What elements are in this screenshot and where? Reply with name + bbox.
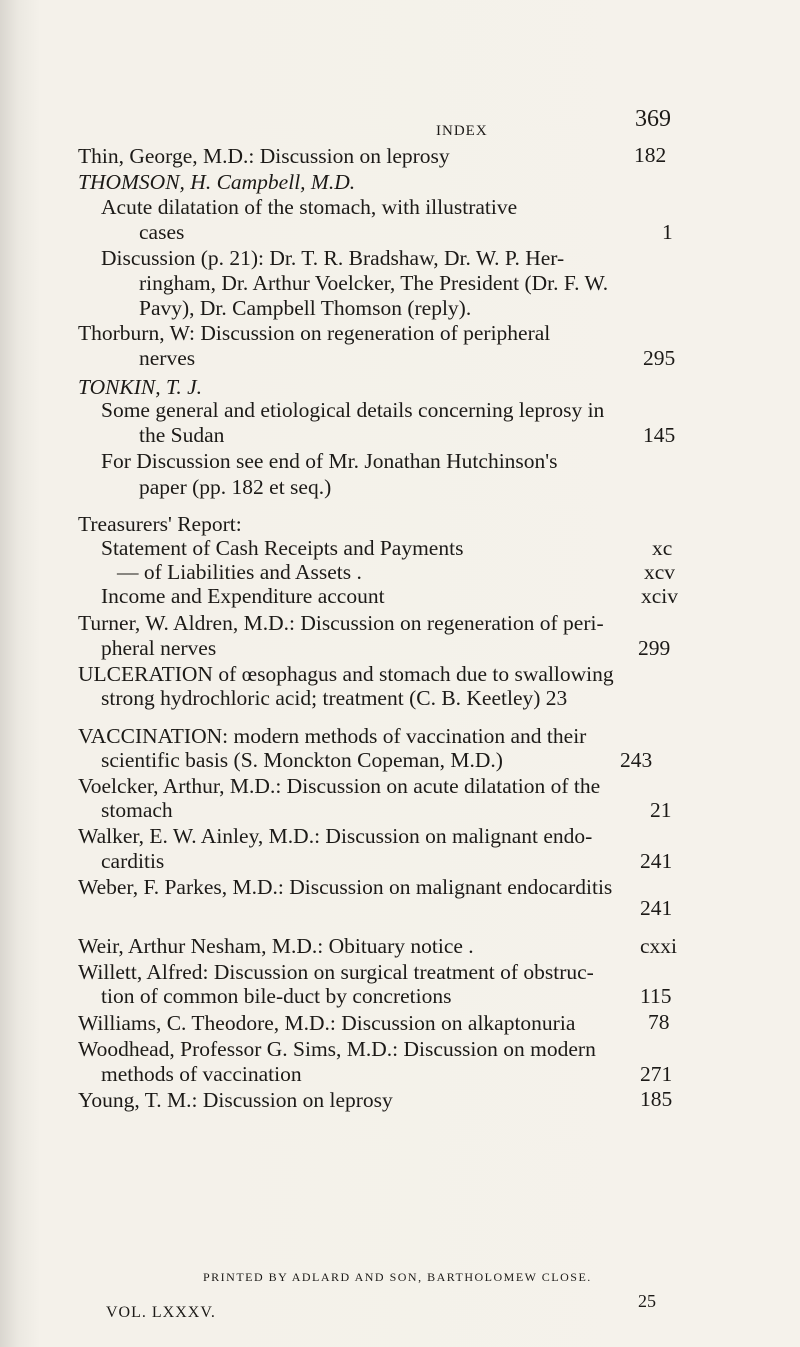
page-ref: 115	[640, 984, 672, 1008]
page-ref: 21	[650, 798, 672, 822]
index-entry-young: Young, T. M.: Discussion on leprosy	[78, 1088, 393, 1112]
index-entry-line: strong hydrochloric acid; treatment (C. B. Keetley) 23	[101, 686, 568, 710]
index-entry-author-heading: TONKIN, T. J.	[78, 375, 203, 399]
page-ref: 241	[640, 896, 673, 920]
volume-label: VOL. LXXXV.	[106, 1304, 216, 1321]
page-ref: 299	[638, 636, 671, 660]
index-entry-line: Income and Expenditure account	[101, 584, 385, 608]
index-entry-willett: Willett, Alfred: Discussion on surgical treatment of obstruc-	[78, 960, 594, 984]
index-entry-line: paper (pp. 182 et seq.)	[139, 475, 332, 499]
index-entry-voelcker: Voelcker, Arthur, M.D.: Discussion on acute dilatation of the	[78, 774, 601, 798]
index-entry-line: Pavy), Dr. Campbell Thomson (reply).	[139, 296, 472, 320]
signature-mark: 25	[638, 1291, 656, 1311]
index-entry-treasurers: Treasurers' Report:	[78, 512, 242, 536]
page-ref: 295	[643, 346, 676, 370]
index-entry-line: methods of vaccination	[101, 1062, 302, 1086]
page-header-title: INDEX	[436, 123, 488, 139]
index-entry-williams: Williams, C. Theodore, M.D.: Discussion on alkaptonuria	[78, 1011, 576, 1035]
index-entry-thin: Thin, George, M.D.: Discussion on leprosy	[78, 144, 450, 168]
page-ref: xcv	[644, 560, 676, 584]
index-entry-line: Some general and etiological details concerning leprosy in	[101, 398, 605, 422]
index-entry-line: pheral nerves	[101, 636, 217, 660]
index-entry-line: the Sudan	[139, 423, 225, 447]
page-ref: 243	[620, 748, 653, 772]
page-ref: xciv	[641, 584, 679, 608]
index-entry-thorburn: Thorburn, W: Discussion on regeneration of peripheral	[78, 321, 551, 345]
index-entry-woodhead: Woodhead, Professor G. Sims, M.D.: Discussion on modern	[78, 1037, 596, 1061]
index-entry-line: For Discussion see end of Mr. Jonathan Hutchinson's	[101, 449, 558, 473]
page-ref: 185	[640, 1087, 673, 1111]
index-entry-line: stomach	[101, 798, 173, 822]
index-entry-line: scientific basis (S. Monckton Copeman, M.D.)	[101, 748, 503, 772]
index-entry-author-heading: THOMSON, H. Campbell, M.D.	[78, 170, 356, 194]
index-entry-line: — of Liabilities and Assets .	[117, 560, 362, 584]
page-ref: 271	[640, 1062, 673, 1086]
index-entry-line: ringham, Dr. Arthur Voelcker, The President (Dr. F. W.	[139, 271, 609, 295]
page-ref: 241	[640, 849, 673, 873]
page-ref: 1	[662, 220, 673, 244]
page-ref: 78	[648, 1010, 670, 1034]
index-entry-line: Statement of Cash Receipts and Payments	[101, 536, 464, 560]
page-ref: 182	[634, 143, 667, 167]
index-entry-walker: Walker, E. W. Ainley, M.D.: Discussion on malignant endo-	[78, 824, 593, 848]
page-number: 369	[635, 106, 671, 132]
index-entry-line: Acute dilatation of the stomach, with illustrative	[101, 195, 518, 219]
index-entry-line: cases	[139, 220, 185, 244]
index-entry-vaccination: VACCINATION: modern methods of vaccination and their	[78, 724, 587, 748]
index-entry-weir: Weir, Arthur Nesham, M.D.: Obituary notice .	[78, 934, 474, 958]
index-entry-line: carditis	[101, 849, 165, 873]
page-ref: xc	[652, 536, 673, 560]
index-entry-line: tion of common bile-duct by concretions	[101, 984, 452, 1008]
index-entry-weber: Weber, F. Parkes, M.D.: Discussion on malignant endocarditis	[78, 875, 613, 899]
index-entry-turner: Turner, W. Aldren, M.D.: Discussion on regeneration of peri-	[78, 611, 604, 635]
index-entry-line: nerves	[139, 346, 196, 370]
page-ref: 145	[643, 423, 676, 447]
index-entry-line: Discussion (p. 21): Dr. T. R. Bradshaw, Dr. W. P. Her-	[101, 246, 565, 270]
page-ref: cxxi	[640, 934, 678, 958]
printer-imprint: PRINTED BY ADLARD AND SON, BARTHOLOMEW CLOSE.	[203, 1270, 592, 1284]
index-entry-ulceration: ULCERATION of œsophagus and stomach due to swallowing	[78, 662, 614, 686]
